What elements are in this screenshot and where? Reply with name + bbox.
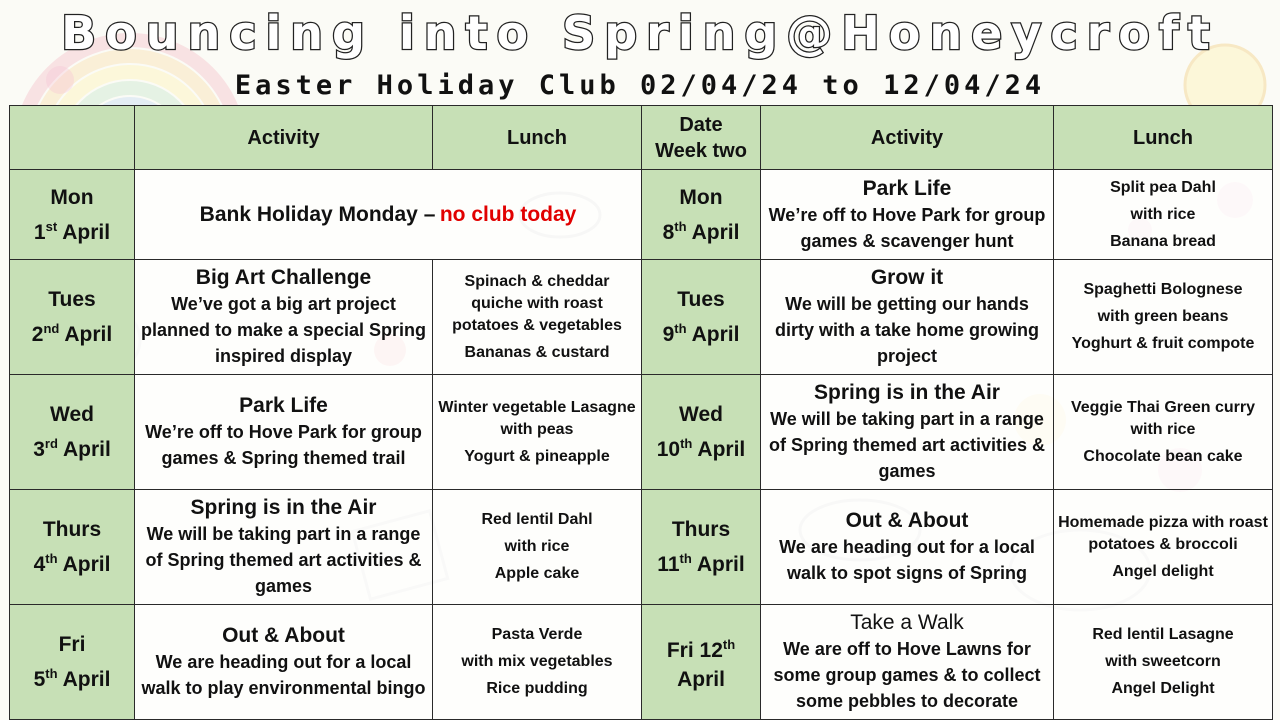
activity-title: Park Life <box>862 176 952 200</box>
weekday-label: Fri <box>58 633 86 656</box>
activity-cell <box>135 375 433 490</box>
activity-description: We will be taking part in a range of Spring themed art activities & games <box>768 409 1046 481</box>
date-label: 1st April <box>33 218 111 244</box>
lunch-cell <box>433 605 642 720</box>
no-club-text: no club today <box>439 202 577 226</box>
lunch-item: Apple cake <box>494 565 580 582</box>
date-label: 10th April <box>656 436 746 461</box>
activity-description: We are off to Hove Lawns for some group games & to collect some pebbles to decorate <box>773 639 1041 711</box>
bank-holiday-text: Bank Holiday Monday – <box>199 202 436 226</box>
activity-title: Take a Walk <box>850 611 964 634</box>
lunch-cell <box>1054 605 1273 720</box>
lunch-item: Veggie Thai Green curry with rice <box>1070 398 1256 438</box>
lunch-item: Yoghurt & fruit compote <box>1071 335 1255 352</box>
activity-cell <box>135 605 433 720</box>
activity-title: Out & About <box>222 624 345 647</box>
date-cell-week-two <box>642 490 761 605</box>
date-label: 4th April <box>33 551 111 576</box>
lunch-item: Split pea Dahl <box>1110 178 1216 196</box>
page-title: Bouncing into Spring@Honeycroft <box>61 6 1219 60</box>
activity-title: Grow it <box>870 266 944 289</box>
bank-holiday-cell <box>135 170 642 260</box>
activity-cell <box>135 490 433 605</box>
date-cell-week-one <box>10 375 135 490</box>
activity-title: Spring is in the Air <box>190 496 377 519</box>
activity-description: We’re off to Hove Park for group games & scavenger hunt <box>768 204 1046 251</box>
date-label: 8th April <box>662 218 740 244</box>
header-week-two-label: Week two <box>655 139 747 162</box>
lunch-cell <box>433 375 642 490</box>
header-date-week-two <box>642 106 761 170</box>
activity-description: We are heading out for a local walk to spot signs of Spring <box>779 537 1035 583</box>
lunch-cell <box>433 260 642 375</box>
lunch-item: Banana bread <box>1110 232 1216 250</box>
activity-cell <box>761 260 1054 375</box>
date-cell-week-one <box>10 260 135 375</box>
lunch-item: Angel Delight <box>1111 680 1215 697</box>
table-row <box>10 375 1273 490</box>
lunch-item: Yogurt & pineapple <box>464 447 610 465</box>
lunch-item: Red lentil Dahl <box>481 511 593 528</box>
header-lunch-week-two: Lunch <box>1054 106 1273 170</box>
lunch-item: Angel delight <box>1112 562 1214 580</box>
activity-title: Park Life <box>239 394 328 417</box>
lunch-item: with sweetcorn <box>1105 653 1221 670</box>
header-date-label: Date <box>679 113 723 136</box>
page-subtitle: Easter Holiday Club 02/04/24 to 12/04/24 <box>234 70 1046 101</box>
date-cell-week-one <box>10 605 135 720</box>
lunch-item: with rice <box>504 538 570 555</box>
date-label: 11th April <box>657 551 745 576</box>
lunch-cell <box>433 490 642 605</box>
lunch-cell <box>1054 260 1273 375</box>
lunch-item: Rice pudding <box>486 680 588 697</box>
header-blank-cell <box>10 106 135 170</box>
date-cell-week-two <box>642 605 761 720</box>
date-label: 2nd April <box>31 321 113 346</box>
activity-description: We will be taking part in a range of Spring themed art activities & games <box>145 524 422 596</box>
weekday-label: Thurs <box>42 518 102 541</box>
weekday-label: Mon <box>50 185 94 209</box>
table-row <box>10 490 1273 605</box>
header-activity-week-one: Activity <box>135 106 433 170</box>
lunch-item: with rice <box>1130 205 1196 223</box>
holiday-club-schedule-table <box>9 105 1273 720</box>
lunch-cell <box>1054 170 1273 260</box>
header-lunch-week-one: Lunch <box>433 106 642 170</box>
activity-description: We are heading out for a local walk to play environmental bingo <box>141 652 426 698</box>
table-row <box>10 170 1273 260</box>
lunch-item: Pasta Verde <box>491 626 583 643</box>
lunch-item: Spinach & cheddar quiche with roast potatoes & vegetables <box>452 272 622 334</box>
date-label: 5th April <box>33 666 111 691</box>
weekday-label: Wed <box>679 403 723 426</box>
lunch-cell <box>1054 490 1273 605</box>
weekday-label: Thurs <box>671 518 731 541</box>
date-label: Fri 12th <box>666 637 736 662</box>
lunch-item: Red lentil Lasagne <box>1092 626 1234 643</box>
lunch-cell <box>1054 375 1273 490</box>
date-cell-week-one <box>10 170 135 260</box>
weekday-label: Tues <box>48 288 96 311</box>
weekday-label: Wed <box>50 403 94 426</box>
activity-description: We will be getting our hands dirty with a take home growing project <box>774 294 1040 366</box>
lunch-item: with mix vegetables <box>461 653 613 670</box>
lunch-item: Winter vegetable Lasagne with peas <box>438 398 636 438</box>
date-cell-week-two <box>642 260 761 375</box>
date-cell-week-two <box>642 375 761 490</box>
table-row <box>10 605 1273 720</box>
activity-cell <box>761 605 1054 720</box>
date-cell-week-two <box>642 170 761 260</box>
activity-title: Spring is in the Air <box>814 381 1000 404</box>
lunch-item: Bananas & custard <box>464 343 610 361</box>
table-row <box>10 260 1273 375</box>
date-cell-week-one <box>10 490 135 605</box>
lunch-item: Chocolate bean cake <box>1083 447 1243 465</box>
activity-cell <box>761 170 1054 260</box>
activity-title: Out & About <box>845 509 969 532</box>
lunch-item: with green beans <box>1097 308 1229 325</box>
lunch-item: Homemade pizza with roast potatoes & broccoli <box>1058 513 1268 553</box>
weekday-label: Tues <box>677 288 725 311</box>
activity-cell <box>761 375 1054 490</box>
table-header-row <box>10 106 1273 170</box>
activity-cell <box>761 490 1054 605</box>
activity-description: We’re off to Hove Park for group games & Spring themed trail <box>145 422 422 468</box>
activity-description: We’ve got a big art project planned to make a special Spring inspired display <box>140 294 427 366</box>
activity-cell <box>135 260 433 375</box>
weekday-label: Mon <box>679 185 723 209</box>
lunch-item: Spaghetti Bolognese <box>1083 281 1243 298</box>
date-label: 3rd April <box>33 436 111 461</box>
date-label: 9th April <box>662 321 740 346</box>
activity-title: Big Art Challenge <box>195 266 372 289</box>
header-activity-week-two: Activity <box>761 106 1054 170</box>
month-label: April <box>677 668 725 691</box>
